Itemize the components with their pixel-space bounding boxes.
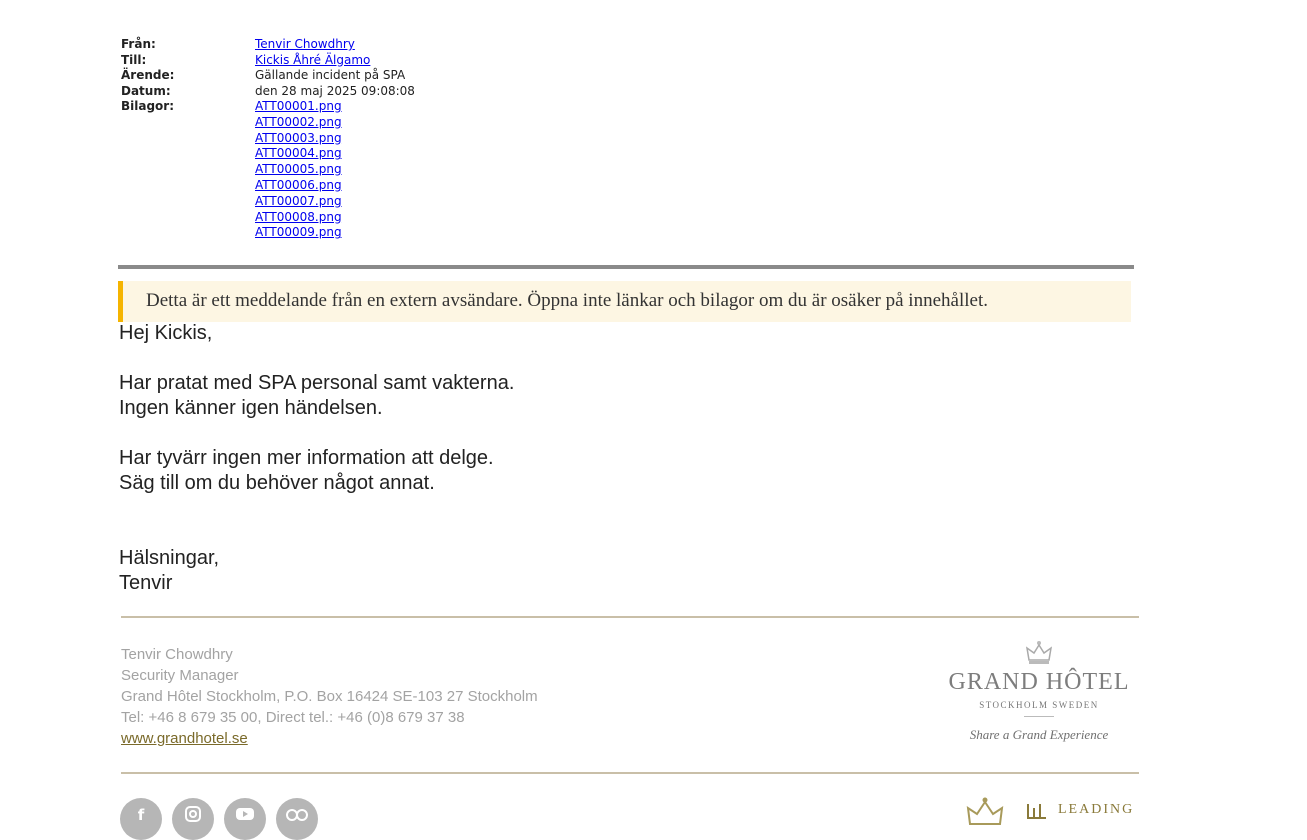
logo-name: GRAND HÔTEL <box>948 669 1130 695</box>
attachment-link[interactable]: ATT00009.png <box>255 225 342 240</box>
date-value: den 28 maj 2025 09:08:08 <box>255 83 415 98</box>
greeting: Hej Kickis, <box>119 322 213 344</box>
closing: Hälsningar, <box>119 547 220 569</box>
attachment-link[interactable]: ATT00006.png <box>255 177 342 192</box>
signature-block <box>121 644 538 749</box>
logo-location: STOCKHOLM SWEDEN <box>979 700 1099 710</box>
crest-icon <box>964 796 1006 826</box>
leading-hotels-icon <box>1026 802 1048 820</box>
attachment-link[interactable]: ATT00003.png <box>255 130 342 145</box>
date-label: Datum: <box>121 83 171 98</box>
signature-divider-top <box>121 616 1139 618</box>
signature-address: Grand Hôtel Stockholm, P.O. Box 16424 SE-103 27 Stockholm <box>121 688 538 705</box>
attachment-link[interactable]: ATT00002.png <box>255 114 342 129</box>
attachment-list <box>255 99 342 241</box>
logo-divider <box>1024 716 1054 717</box>
date-row <box>121 84 415 100</box>
subject-row <box>121 68 415 84</box>
tripadvisor-icon[interactable] <box>276 798 318 840</box>
from-row <box>121 37 415 53</box>
subject-label: Ärende: <box>121 68 175 82</box>
footer-badges <box>964 796 1134 826</box>
crown-icon <box>1024 640 1054 666</box>
to-label: Till: <box>121 52 147 67</box>
header-separator <box>118 265 1134 269</box>
signature-name: Tenvir Chowdhry <box>121 646 233 663</box>
email-header <box>121 37 415 241</box>
subject-value: Gällande incident på SPA <box>255 68 406 82</box>
facebook-icon[interactable]: f <box>120 798 162 840</box>
attachment-link[interactable]: ATT00007.png <box>255 193 342 208</box>
attachment-link[interactable]: ATT00005.png <box>255 162 342 177</box>
attachments-label: Bilagor: <box>121 99 175 113</box>
website-link[interactable]: www.grandhotel.se <box>121 730 248 747</box>
attachment-link[interactable]: ATT00004.png <box>255 146 342 161</box>
signature-title: Security Manager <box>121 667 239 684</box>
banner-text: Detta är ett meddelande från en extern avsändare. Öppna inte länkar och bilagor om du är osäker på innehållet. <box>146 290 988 311</box>
signoff: Tenvir <box>119 572 173 594</box>
external-sender-banner <box>118 281 1131 322</box>
youtube-icon[interactable] <box>224 798 266 840</box>
body-line: Ingen känner igen händelsen. <box>119 397 383 419</box>
instagram-icon[interactable] <box>172 798 214 840</box>
body-line: Har pratat med SPA personal samt vakterna. <box>119 372 515 394</box>
signature-divider-bottom <box>121 772 1139 774</box>
attachments-row <box>121 99 415 241</box>
grand-hotel-logo <box>938 640 1140 743</box>
from-link[interactable]: Tenvir Chowdhry <box>255 37 355 51</box>
from-label: Från: <box>121 37 156 51</box>
body-line: Säg till om du behöver något annat. <box>119 472 435 494</box>
attachment-link[interactable]: ATT00008.png <box>255 209 342 224</box>
to-row <box>121 53 415 69</box>
signature-phones: Tel: +46 8 679 35 00, Direct tel.: +46 (0)8 679 37 38 <box>121 709 465 726</box>
logo-tagline: Share a Grand Experience <box>969 727 1109 742</box>
message-body <box>119 321 514 596</box>
leading-text: LEADING <box>1058 802 1135 817</box>
attachment-link[interactable]: ATT00001.png <box>255 99 342 113</box>
body-line: Har tyvärr ingen mer information att delge. <box>119 447 494 469</box>
to-link[interactable]: Kickis Åhré Älgamo <box>255 52 371 67</box>
leading-hotels-badge <box>1026 802 1134 820</box>
social-links <box>120 798 318 840</box>
